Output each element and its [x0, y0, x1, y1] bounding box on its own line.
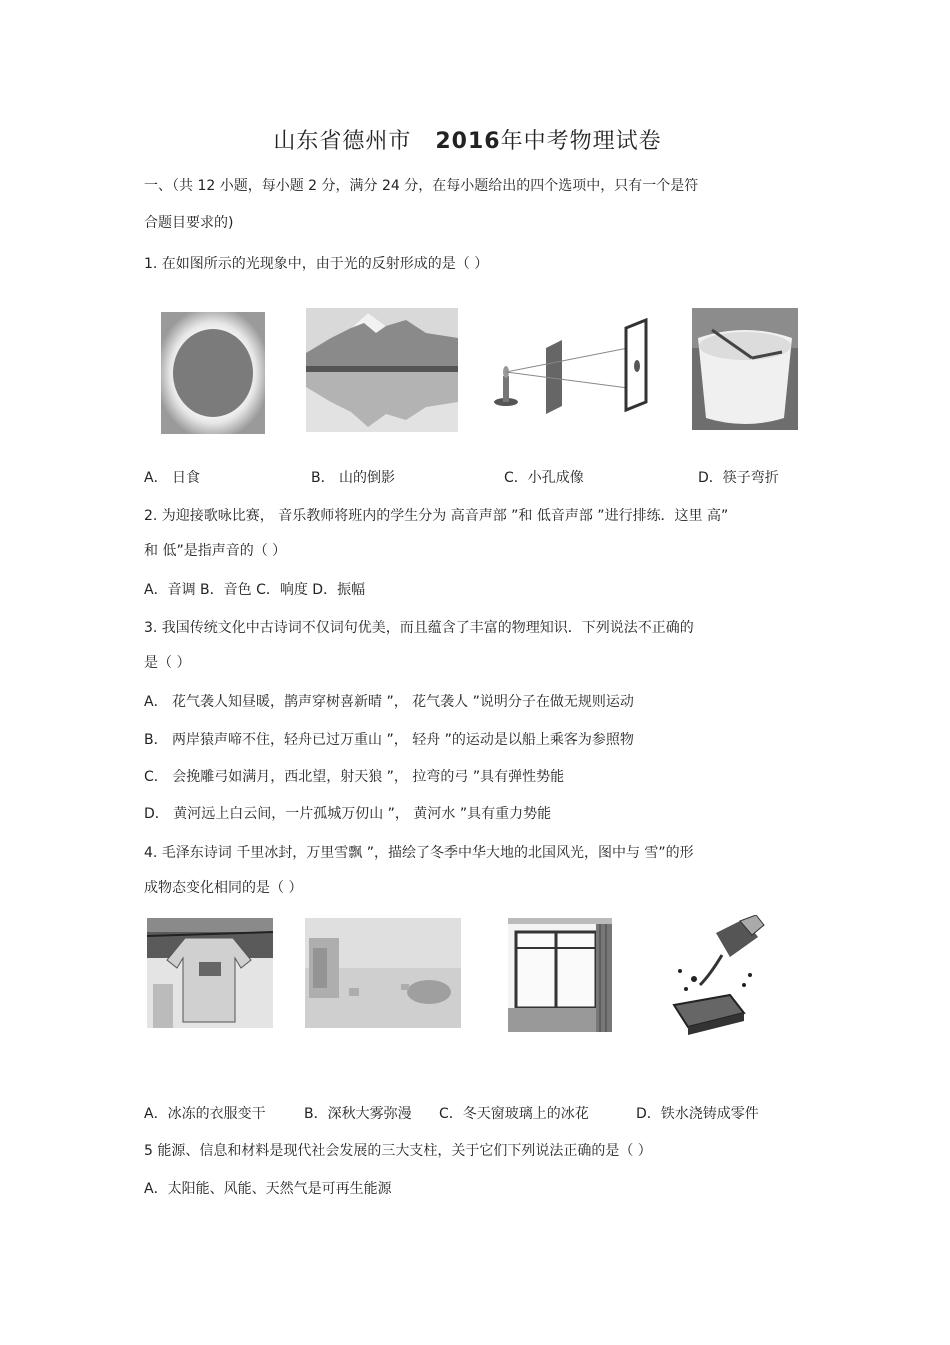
question-1-option-d: D．筷子弯折 — [698, 470, 779, 486]
section-instructions-1: 一、（共 12 小题，每小题 2 分，满分 24 分，在每小题给出的四个选项中，只有一个是符 — [144, 178, 699, 194]
fog-image — [305, 918, 461, 1028]
molten-iron-casting-image — [660, 915, 772, 1035]
question-1-stem: 1. 在如图所示的光现象中，由于光的反射形成的是（ ） — [144, 256, 489, 272]
question-4-stem-1: 4. 毛泽东诗词 千里冰封，万里雪飘 ”，描绘了冬季中华大地的北国风光，图中与 雪”的形 — [144, 845, 694, 861]
question-3-option-d: D． 黄河远上白云间，一片孤城万仞山 ”， 黄河水 ”具有重力势能 — [144, 806, 552, 822]
question-3-option-c: C． 会挽雕弓如满月，西北望，射天狼 ”， 拉弯的弓 ”具有弹性势能 — [144, 769, 565, 785]
solar-eclipse-image — [161, 312, 265, 434]
question-3-option-b: B． 两岸猿声啼不住，轻舟已过万重山 ”， 轻舟 ”的运动是以船上乘客为参照物 — [144, 732, 634, 748]
question-5-option-a: A．太阳能、风能、天然气是可再生能源 — [144, 1181, 392, 1197]
section-instructions-2: 合题目要求的) — [144, 215, 234, 231]
question-1-option-a: A． 日食 — [144, 470, 201, 486]
question-1-option-b: B． 山的倒影 — [311, 470, 396, 486]
question-5-stem: 5 能源、信息和材料是现代社会发展的三大支柱，关于它们下列说法正确的是（ ） — [144, 1143, 652, 1159]
question-3-stem-1: 3. 我国传统文化中古诗词不仅词句优美，而且蕴含了丰富的物理知识．下列说法不正确的 — [144, 620, 694, 636]
frozen-clothes-image — [147, 918, 273, 1028]
question-3-stem-2: 是（ ） — [144, 655, 191, 671]
bent-chopsticks-image — [692, 308, 798, 430]
question-4-stem-2: 成物态变化相同的是（ ） — [144, 880, 303, 896]
question-4-option-a: A．冰冻的衣服变干 — [144, 1106, 266, 1122]
question-1-option-c: C．小孔成像 — [504, 470, 584, 486]
question-2-stem-1: 2. 为迎接歌咏比赛， 音乐教师将班内的学生分为 高音声部 ”和 低音声部 ”进行排练．这里 高” — [144, 508, 729, 524]
pinhole-camera-image — [488, 318, 650, 414]
question-4-option-d: D．铁水浇铸成零件 — [636, 1106, 759, 1122]
title-text-1: 山东省德州市 — [273, 129, 412, 154]
question-2-stem-2: 和 低”是指声音的（ ） — [144, 543, 287, 559]
question-4-option-b: B．深秋大雾弥漫 — [304, 1106, 412, 1122]
window-frost-image — [508, 918, 612, 1032]
question-2-options: A．音调 B．音色 C．响度 D．振幅 — [144, 582, 366, 598]
question-4-option-c: C．冬天窗玻璃上的冰花 — [439, 1106, 589, 1122]
question-3-option-a: A． 花气袭人知昼暖，鹊声穿树喜新晴 ”， 花气袭人 ”说明分子在做无规则运动 — [144, 694, 634, 710]
title-text-2: 年中考物理试卷 — [500, 129, 662, 154]
page-title — [0, 124, 935, 155]
mountain-reflection-image — [306, 308, 458, 432]
title-year: 2016 — [435, 129, 501, 154]
